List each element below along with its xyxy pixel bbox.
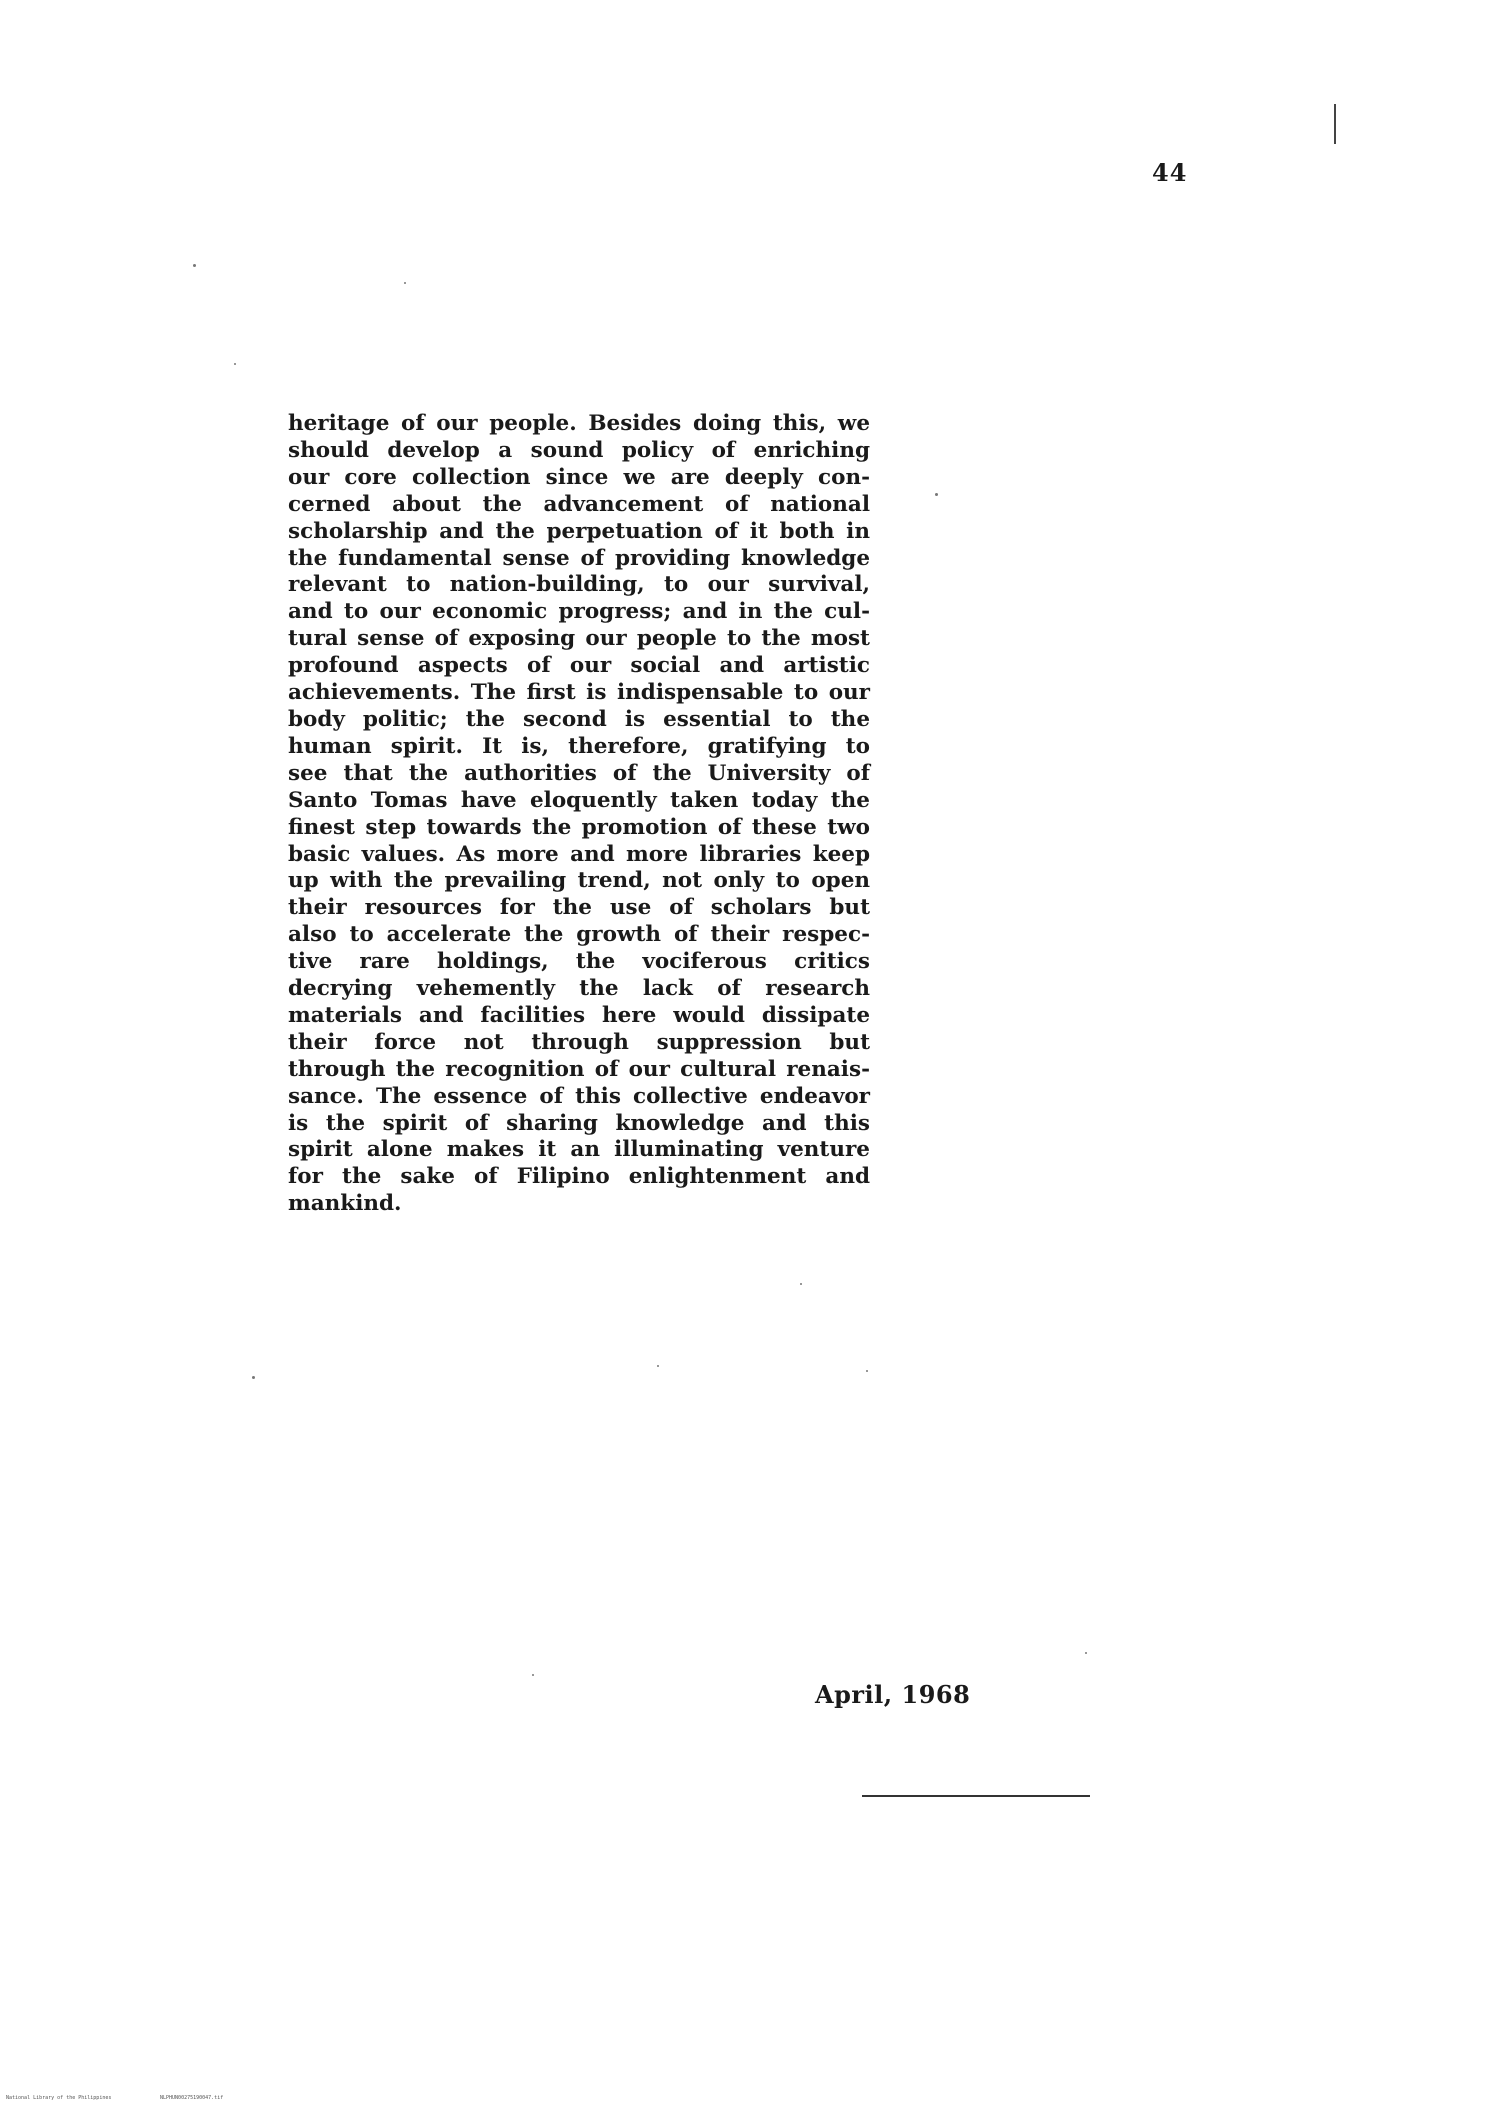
body-line: should develop a sound policy of enriching [288, 437, 870, 463]
body-line: basic values. As more and more libraries keep [288, 841, 870, 867]
body-line: their resources for the use of scholars but [288, 895, 870, 921]
body-line: tural sense of exposing our people to the most [288, 626, 870, 652]
scan-speck [193, 264, 196, 267]
body-line: Santo Tomas have eloquently taken today the [288, 787, 870, 813]
body-line: sance. The essence of this collective endeavor [288, 1083, 870, 1109]
body-line: spirit alone makes it an illuminating venture [288, 1137, 870, 1163]
body-line: mankind. [288, 1191, 402, 1217]
body-line: body politic; the second is essential to the [288, 706, 870, 732]
body-line: is the spirit of sharing knowledge and this [288, 1110, 870, 1136]
body-line: relevant to nation-building, to our survival, [288, 572, 870, 598]
date-line: April, 1968 [815, 1680, 971, 1709]
body-line: through the recognition of our cultural renais- [288, 1056, 870, 1082]
scan-speck [532, 1674, 534, 1676]
body-line: up with the prevailing trend, not only to open [288, 868, 870, 894]
body-line: also to accelerate the growth of their respec- [288, 922, 870, 948]
footer-library-name: National Library of the Philippines [6, 2095, 112, 2101]
scan-speck [404, 282, 406, 284]
scan-speck [1085, 1652, 1087, 1654]
body-line: the fundamental sense of providing knowledge [288, 545, 870, 571]
body-line: finest step towards the promotion of these two [288, 814, 870, 840]
scan-speck [252, 1376, 255, 1379]
body-line: their force not through suppression but [288, 1029, 870, 1055]
body-line: heritage of our people. Besides doing this, we [288, 411, 870, 436]
body-line: for the sake of Filipino enlightenment and [288, 1164, 870, 1190]
body-line: materials and facilities here would dissipate [288, 1002, 870, 1028]
signature-rule [862, 1795, 1090, 1797]
scan-speck [234, 363, 236, 365]
page-number: 44 [1152, 158, 1188, 187]
scan-speck [657, 1365, 659, 1367]
body-line: and to our economic progress; and in the cul- [288, 599, 870, 625]
body-line: tive rare holdings, the vociferous critics [288, 949, 870, 975]
body-line: decrying vehemently the lack of research [288, 976, 870, 1002]
body-line: human spirit. It is, therefore, gratifying to [288, 733, 870, 759]
body-paragraph [288, 411, 870, 1218]
scan-edge-mark [1334, 104, 1336, 144]
scan-speck [866, 1370, 868, 1372]
body-line: cerned about the advancement of national [288, 491, 870, 517]
body-line: achievements. The first is indispensable to our [288, 680, 870, 706]
body-line: our core collection since we are deeply con- [288, 464, 870, 490]
scan-speck [800, 1283, 802, 1285]
footer-file-id: NLPHUN00275190047.tif [160, 2095, 224, 2101]
body-line: profound aspects of our social and artistic [288, 653, 870, 679]
body-line: see that the authorities of the University of [288, 760, 870, 786]
body-line: scholarship and the perpetuation of it both in [288, 518, 870, 544]
scan-speck [935, 493, 938, 496]
